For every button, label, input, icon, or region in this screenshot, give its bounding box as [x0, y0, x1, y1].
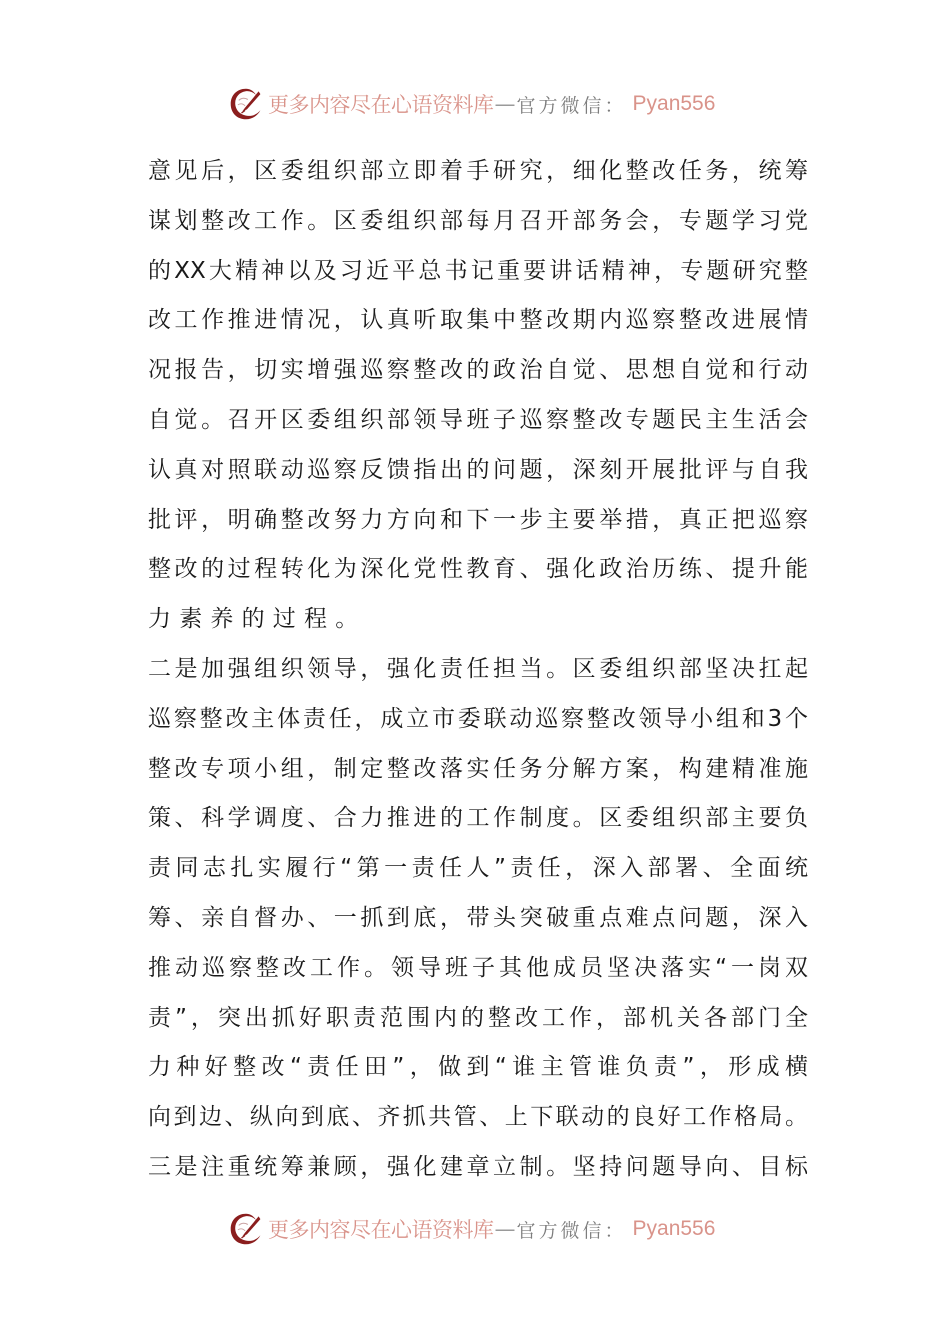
- quill-pen-logo-icon: [228, 86, 264, 122]
- text-line: 改工作推进情况，认真听取集中整改期内巡察整改进展情: [148, 307, 808, 334]
- text-line: 筹、亲自督办、一抓到底，带头突破重点难点问题，深入: [148, 904, 808, 931]
- watermark-main-text: 更多内容尽在心语资料库: [268, 93, 494, 117]
- watermark-dash: —: [494, 92, 516, 116]
- text-line: 力素养的过程。: [148, 606, 367, 633]
- text-line: 的XX大精神以及习近平总书记重要讲话精神，专题研究整: [148, 257, 808, 284]
- watermark-wechat-label: 官方微信：: [516, 1219, 627, 1242]
- text-line: 整改的过程转化为深化党性教育、强化政治历练、提升能: [148, 556, 808, 583]
- watermark-dash: —: [494, 1217, 516, 1241]
- text-line: 责同志扎实履行“第一责任人”责任，深入部署、全面统: [148, 855, 808, 882]
- watermark-main-text: 更多内容尽在心语资料库: [268, 1218, 494, 1242]
- watermark-wechat-id: Pyan556: [632, 92, 716, 115]
- text-line: 谋划整改工作。区委组织部每月召开部务会，专题学习党: [148, 207, 808, 234]
- watermark-wechat-label: 官方微信：: [516, 94, 627, 117]
- text-line: 巡察整改主体责任，成立市委联动巡察整改领导小组和3个: [148, 705, 808, 732]
- watermark-wechat-id: Pyan556: [632, 1217, 716, 1240]
- text-line: 况报告，切实增强巡察整改的政治自觉、思想自觉和行动: [148, 357, 808, 384]
- text-line: 向到边、纵向到底、齐抓共管、上下联动的良好工作格局。: [148, 1104, 808, 1131]
- text-line: 策、科学调度、合力推进的工作制度。区委组织部主要负: [148, 805, 808, 832]
- text-line: 二是加强组织领导，强化责任担当。区委组织部坚决扛起: [148, 655, 808, 682]
- text-line: 推动巡察整改工作。领导班子其他成员坚决落实“一岗双: [148, 954, 808, 981]
- text-line: 批评，明确整改努力方向和下一步主要举措，真正把巡察: [148, 506, 808, 533]
- text-line: 三是注重统筹兼顾，强化建章立制。坚持问题导向、目标: [148, 1153, 808, 1180]
- quill-pen-logo-icon: [228, 1211, 264, 1247]
- text-line: 自觉。召开区委组织部领导班子巡察整改专题民主生活会: [148, 406, 808, 433]
- text-line: 意见后，区委组织部立即着手研究，细化整改任务，统筹: [148, 158, 808, 184]
- footer-watermark: [228, 1208, 715, 1250]
- text-line: 认真对照联动巡察反馈指出的问题，深刻开展批评与自我: [148, 456, 808, 483]
- document-body: [148, 149, 808, 1195]
- text-line: 责”，突出抓好职责范围内的整改工作，部机关各部门全: [148, 1004, 808, 1031]
- text-line: 整改专项小组，制定整改落实任务分解方案，构建精准施: [148, 755, 808, 782]
- text-line: 力种好整改“责任田”，做到“谁主管谁负责”，形成横: [148, 1054, 808, 1081]
- header-watermark: [228, 83, 715, 125]
